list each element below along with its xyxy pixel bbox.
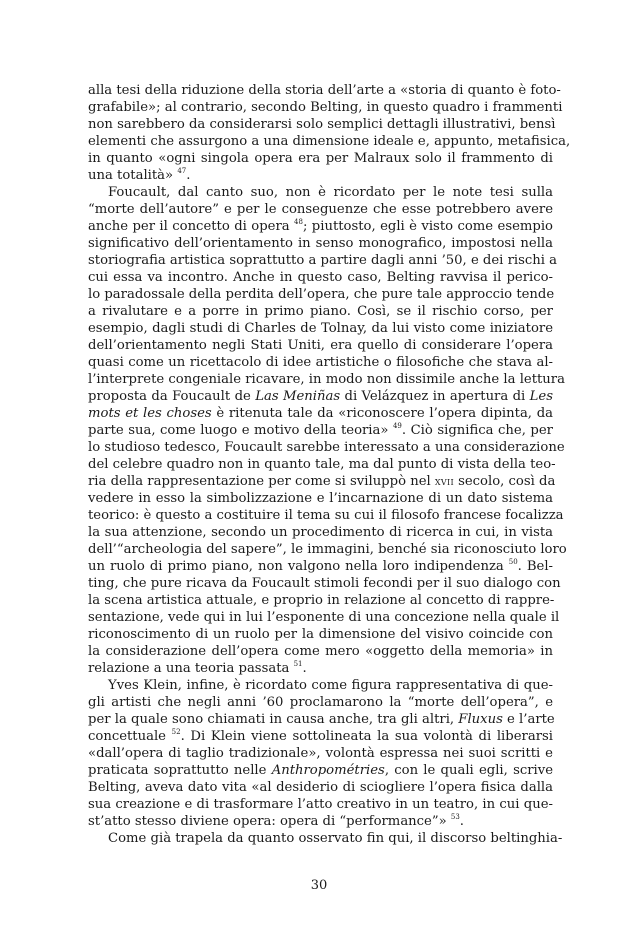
- text-line: [88, 558, 553, 575]
- text-line: sentazione, vede qui in lui l’esponente di una concezione nella quale il: [88, 610, 560, 625]
- text-line: dell’orientamento negli Stati Uniti, era quello di considerare l’opera: [88, 338, 553, 353]
- text-segment: , con le quali egli, scrive: [384, 763, 553, 778]
- text-line: ting, che pure ricava da Foucault stimoli fecondi per il suo dialogo con: [88, 576, 561, 591]
- text-line: [88, 422, 553, 439]
- text-line: storiografia artistica soprattutto a partire dagli anni ’50, e dei rischi a: [88, 253, 558, 268]
- text-line: del celebre quadro non in quanto tale, ma dal punto di vista della teo-: [88, 457, 556, 472]
- text-line: Belting, aveva dato vita «al desiderio di sciogliere l’opera fisica dalla: [88, 780, 553, 795]
- text-line: esempio, dagli studi di Charles de Tolnay, da lui visto come iniziatore: [88, 321, 553, 336]
- text-line: [88, 388, 553, 405]
- page-number: 30: [310, 878, 328, 893]
- text-line: sua creazione e di trasformare l’atto creativo in un teatro, in cui que-: [88, 797, 553, 812]
- text-segment: proposta da Foucault de: [88, 389, 256, 404]
- text-segment: .: [459, 814, 464, 829]
- footnote-ref: 49: [392, 422, 402, 430]
- text-segment: una totalità»: [88, 168, 178, 183]
- text-segment: parte sua, come luogo e motivo della teoria»: [88, 423, 393, 438]
- text-line: [88, 473, 556, 490]
- text-line: la scena artistica attuale, e proprio in relazione al concetto di rappre-: [88, 593, 555, 608]
- text-line: lo studioso tedesco, Foucault sarebbe interessato a una considerazione: [88, 440, 565, 455]
- text-segment: di Velázquez in apertura di: [340, 389, 530, 404]
- text-line: riconoscimento di un ruolo per la dimensione del visivo coincide con: [88, 627, 553, 642]
- text-line: a rivalutare e a porre in primo piano. Così, se il rischio corso, per: [88, 304, 553, 319]
- text-line: la considerazione dell’opera come mero «oggetto della memoria» in: [88, 644, 553, 659]
- text-segment: . Ciò significa che, per: [401, 423, 553, 438]
- text-line: lo paradossale della perdita dell’opera, che pure tale approccio tende: [88, 287, 555, 302]
- text-segment: secolo, così da: [453, 474, 556, 489]
- text-line: [88, 813, 553, 830]
- text-line: [88, 167, 553, 184]
- text-segment: ; piuttosto, egli è visto come esempio: [302, 219, 553, 234]
- text-line: “morte dell’autore” e per le conseguenze che esse potrebbero avere: [88, 202, 553, 217]
- text-segment: è ritenuta tale da «riconoscere l’opera dipinta, da: [211, 406, 553, 421]
- century-numeral: xvii: [434, 474, 454, 488]
- text-line: Foucault, dal canto suo, non è ricordato per le note tesi sulla: [108, 185, 553, 200]
- text-line: [88, 728, 553, 745]
- text-line: [88, 762, 553, 779]
- text-segment: per la quale sono chiamati in causa anche, tra gli altri,: [88, 712, 459, 727]
- text-segment: praticata soprattutto nelle: [88, 763, 272, 778]
- text-segment: e l’arte: [502, 712, 555, 727]
- text-segment: anche per il concetto di opera: [88, 219, 295, 234]
- footnote-ref: 53: [450, 813, 460, 821]
- footnote-ref: 51: [293, 660, 303, 668]
- text-line: dell’“archeologia del sapere”, le immagini, benché sia riconosciuto loro: [88, 542, 567, 557]
- text-line: alla tesi della riduzione della storia dell’arte a «storia di quanto è foto-: [88, 83, 561, 98]
- text-segment: relazione a una teoria passata: [88, 661, 294, 676]
- text-segment: . Bel-: [517, 559, 553, 574]
- italic-title: mots et les choses: [88, 406, 212, 421]
- text-line: «dall’opera di taglio tradizionale», volontà espressa nei suoi scritti e: [88, 746, 553, 761]
- italic-title: Les: [529, 389, 553, 404]
- text-segment: concettuale: [88, 729, 172, 744]
- text-line: [88, 218, 553, 235]
- text-line: cui essa va incontro. Anche in questo caso, Belting ravvisa il perico-: [88, 270, 553, 285]
- text-line: in quanto «ogni singola opera era per Malraux solo il frammento di: [88, 151, 553, 166]
- text-line: vedere in esso la simbolizzazione e l’incarnazione di un dato sistema: [88, 491, 553, 506]
- footnote-ref: 47: [177, 167, 187, 175]
- text-line: [88, 660, 553, 677]
- text-line: gli artisti che negli anni ’60 proclamarono la “morte dell’opera”, e: [88, 695, 553, 710]
- text-segment: st’atto stesso diviene opera: opera di “performance”»: [88, 814, 451, 829]
- text-segment: . Di Klein viene sottolineata la sua volontà di liberarsi: [180, 729, 553, 744]
- text-line: Come già trapela da quanto osservato fin qui, il discorso beltinghia-: [108, 831, 563, 846]
- text-line: l’interprete congeniale ricavare, in modo non dissimile anche la lettura: [88, 372, 565, 387]
- italic-title: Anthropométries: [271, 763, 385, 778]
- footnote-ref: 52: [171, 728, 181, 736]
- text-line: la sua attenzione, secondo un procedimento di ricerca in cui, in vista: [88, 525, 553, 540]
- text-line: non sarebbero da considerarsi solo semplici dettagli illustrativi, bensì: [88, 117, 556, 132]
- text-line: [88, 405, 553, 422]
- text-line: Yves Klein, infine, è ricordato come figura rappresentativa di que-: [108, 678, 553, 693]
- text-line: teorico: è questo a costituire il tema su cui il filosofo francese focalizza: [88, 508, 564, 523]
- footnote-ref: 48: [294, 218, 303, 226]
- footnote-ref: 50: [508, 558, 518, 566]
- text-line: significativo dell’orientamento in senso monografico, impostosi nella: [88, 236, 553, 251]
- body-text: [88, 82, 571, 847]
- text-line: elementi che assurgono a una dimensione ideale e, appunto, metafisica,: [88, 134, 571, 149]
- text-segment: .: [302, 661, 307, 676]
- italic-title: Las Meniñas: [255, 389, 341, 404]
- text-line: grafabile»; al contrario, secondo Belting, in questo quadro i frammenti: [88, 100, 563, 115]
- text-line: [88, 711, 553, 728]
- italic-title: Fluxus: [458, 712, 503, 727]
- text-segment: ria della rappresentazione per come si sviluppò nel: [88, 474, 435, 489]
- text-segment: .: [186, 168, 191, 183]
- text-line: quasi come un ricettacolo di idee artistiche o filosofiche che stava al-: [88, 355, 553, 370]
- text-segment: un ruolo di primo piano, non valgono nella loro indipendenza: [88, 559, 509, 574]
